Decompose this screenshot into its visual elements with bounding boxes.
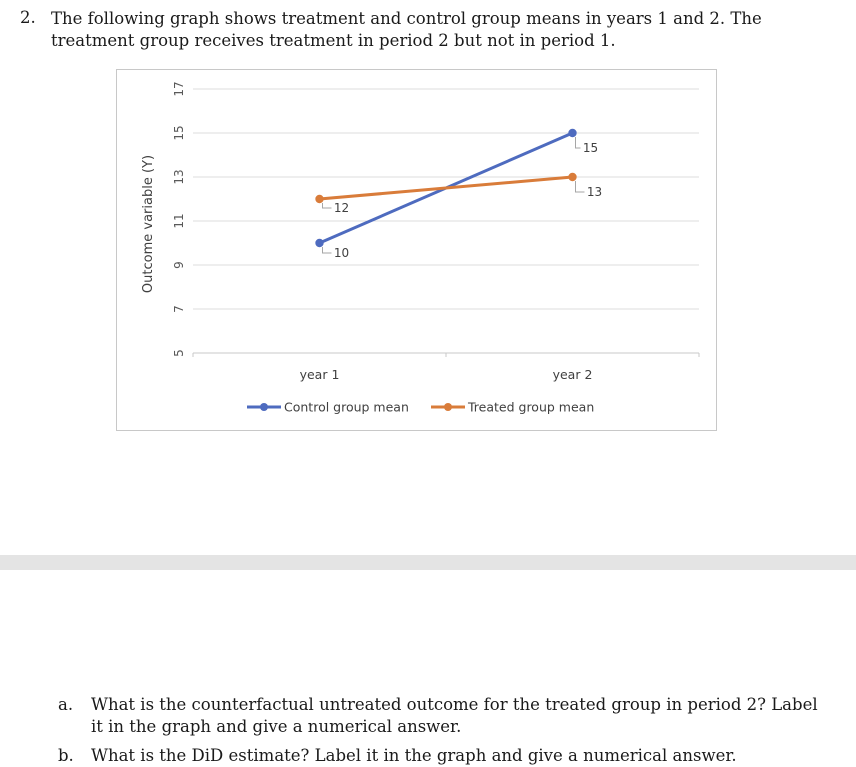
data-point (568, 129, 576, 137)
y-axis-label: Outcome variable (Y) (141, 154, 156, 294)
series-lines (315, 129, 576, 247)
x-tick-label: year 1 (299, 367, 340, 382)
data-label-leader (323, 247, 332, 253)
y-ticks (172, 81, 186, 356)
subquestion-a-letter: a. (58, 695, 74, 714)
gridlines (193, 89, 699, 357)
data-point (568, 173, 576, 181)
data-label: 12 (333, 201, 350, 215)
question-text: The following graph shows treatment and control group means in years 1 and 2. The treatment group receives treatment in period 2 but not in period 1. (51, 9, 762, 50)
data-label-leader (576, 137, 581, 148)
series-line-treated (320, 177, 573, 199)
legend-label: Treated group mean (468, 399, 595, 415)
subquestion-b-letter: b. (58, 746, 74, 765)
data-point (315, 195, 323, 203)
data-label-leader (323, 203, 332, 208)
subquestion-a-text: What is the counterfactual untreated outcome for the treated group in period 2? Label it in the graph and give a numerical answer. (91, 695, 818, 736)
x-tick-label: year 2 (552, 367, 593, 382)
subquestion-b-text: What is the DiD estimate? Label it in the graph and give a numerical answer. (91, 746, 737, 765)
y-tick-label: 17 (172, 81, 186, 97)
data-label: 15 (582, 141, 599, 155)
data-label-leader (576, 181, 585, 192)
data-labels (323, 137, 603, 260)
y-tick-label: 5 (172, 349, 186, 357)
data-label: 13 (586, 185, 603, 199)
chart-svg (117, 70, 718, 432)
y-tick-label: 13 (172, 169, 186, 185)
page-divider (0, 555, 856, 570)
x-ticks (300, 367, 593, 382)
y-tick-label: 11 (172, 213, 186, 229)
question-number: 2. (20, 8, 36, 27)
y-tick-label: 9 (172, 261, 186, 269)
legend-marker (260, 403, 268, 411)
legend-label: Control group mean (284, 399, 409, 415)
data-point (315, 239, 323, 247)
data-label: 10 (333, 246, 350, 260)
y-tick-label: 7 (172, 305, 186, 313)
legend (247, 400, 594, 415)
y-tick-label: 15 (172, 125, 186, 141)
legend-marker (444, 403, 452, 411)
line-chart (116, 69, 717, 431)
